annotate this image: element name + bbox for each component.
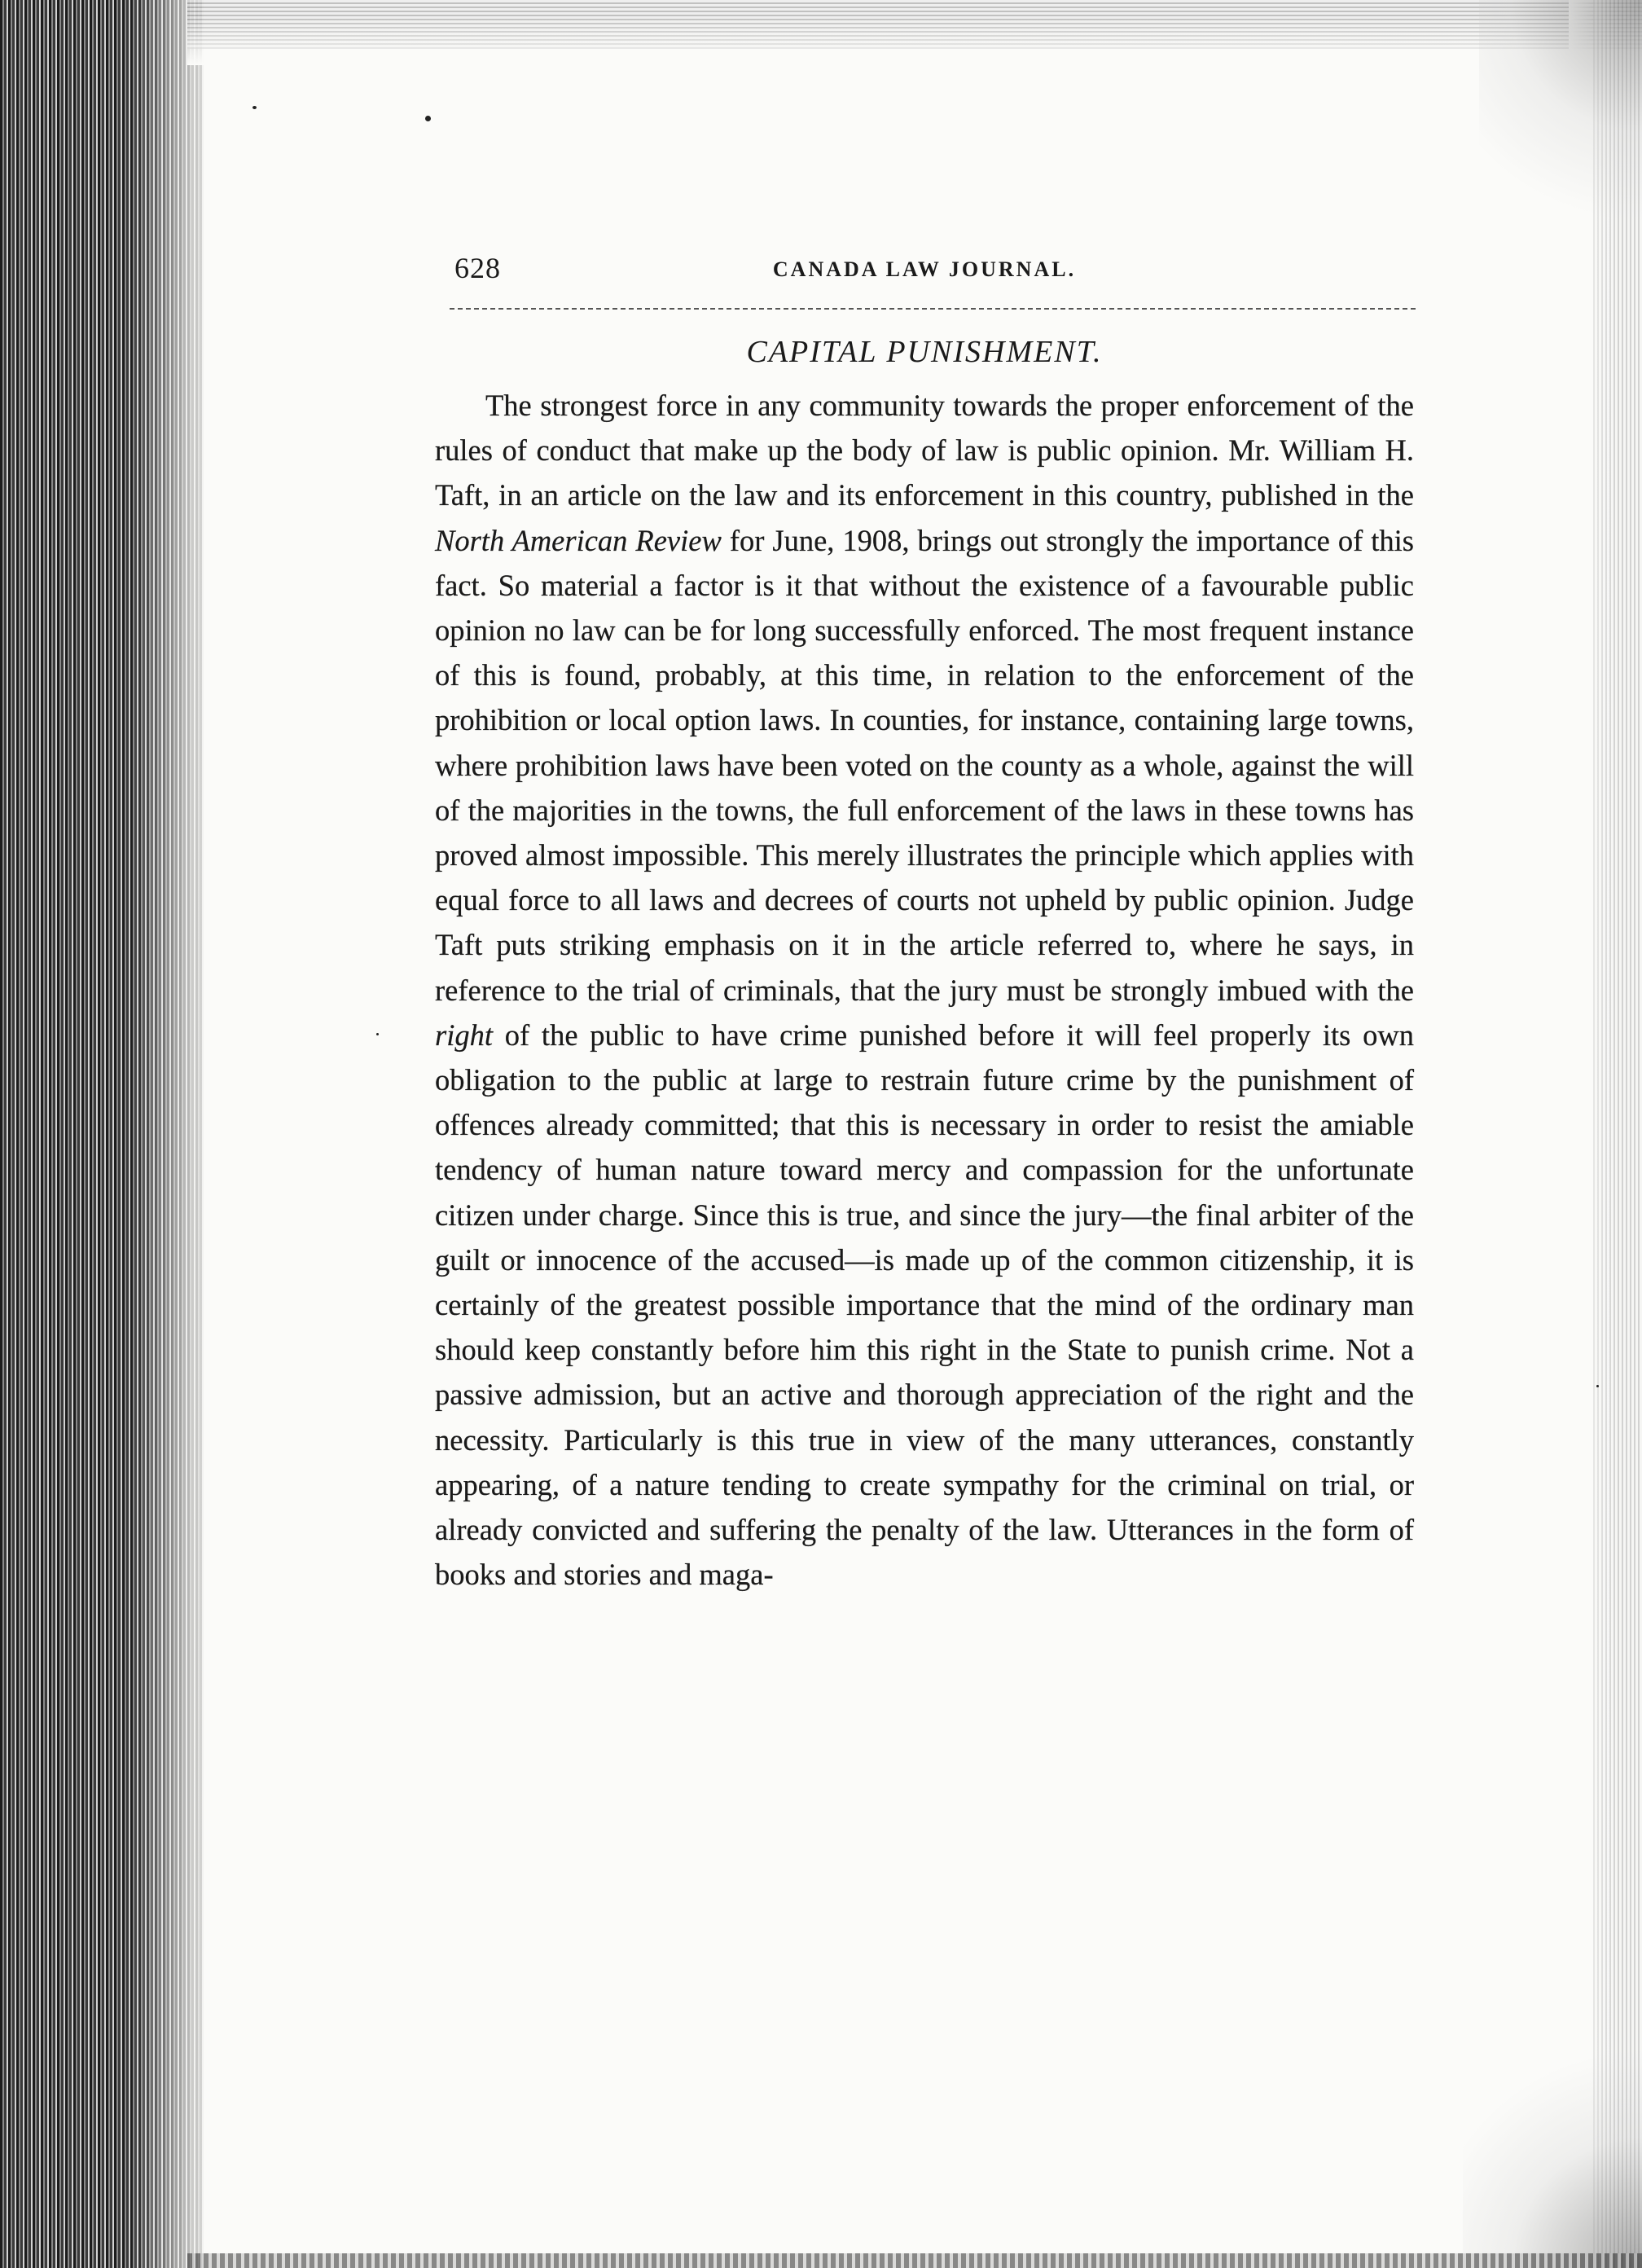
page-number: 628 xyxy=(454,252,501,284)
article-title: CAPITAL PUNISHMENT. xyxy=(746,335,1103,369)
bottom-edge-shadow xyxy=(187,2253,1642,2268)
top-edge-fade xyxy=(187,16,1642,65)
ink-speck xyxy=(1596,1385,1599,1387)
running-head xyxy=(432,244,1417,290)
ink-speck xyxy=(252,106,257,109)
ink-speck xyxy=(425,116,431,121)
paragraph-text: of the public to have crime punished before it will feel properly its own obligation to the public at large to restrain future crime by the punishment of offences already committed; that this is necessary in order to resist the amiable tendency of human nature toward mercy and compassion for the unfortunate citizen under charge. Since this is true, and since the jury—the final arbiter of the guilt or innocence of the accused—is made up of the common citizenship, it is certainly of the greatest possible importance that the mind of the ordinary man should keep constantly before him this right in the State to punish crime. Not a passive admission, but an active and thorough appreciation of the right and the necessity. Particularly is this true in view of the many utterances, constantly appearing, of a nature tending to create sympathy for the criminal on trial, or already convicted and suffering the penalty of the law. Utterances in the form of books and stories and maga- xyxy=(435,1018,1414,1592)
right-edge-fade xyxy=(1569,0,1618,2268)
article-paragraph xyxy=(435,383,1414,1597)
header-rule xyxy=(450,308,1416,310)
paragraph-text: for June, 1908, brings out strongly the importance of this fact. So material a factor is it that without the existence of a favourable public opinion no law can be for long successfully enforced. The most frequent instance of this is found, probably, at this time, in relation to the enforcement of the prohibition or local option laws. In counties, for instance, containing large towns, where prohibition laws have been voted on the county as a whole, against the will of the majorities in the towns, the full enforcement of the laws in these towns has proved almost impossible. This merely illustrates the principle which applies with equal force to all laws and decrees of courts not upheld by public opinion. Judge Taft puts striking emphasis on it in the article referred to, where he says, in reference to the trial of criminals, that the jury must be strongly imbued with the xyxy=(435,523,1414,1007)
ink-speck xyxy=(376,1033,379,1035)
paragraph-text: The strongest force in any community towards the proper enforcement of the rules of conduct that make up the body of law is public opinion. Mr. William H. Taft, in an article on the law and its enforcement in this country, published in the xyxy=(435,389,1414,512)
bottom-right-corner-shadow xyxy=(1463,2040,1642,2268)
top-right-corner-shadow xyxy=(1479,0,1642,244)
italic-emphasis: right xyxy=(435,1018,493,1052)
binding-shadow-fade xyxy=(130,0,244,2268)
document-page xyxy=(432,244,1417,1627)
italic-publication-title: North American Review xyxy=(435,523,722,557)
journal-title: CANADA LAW JOURNAL. xyxy=(772,257,1077,281)
